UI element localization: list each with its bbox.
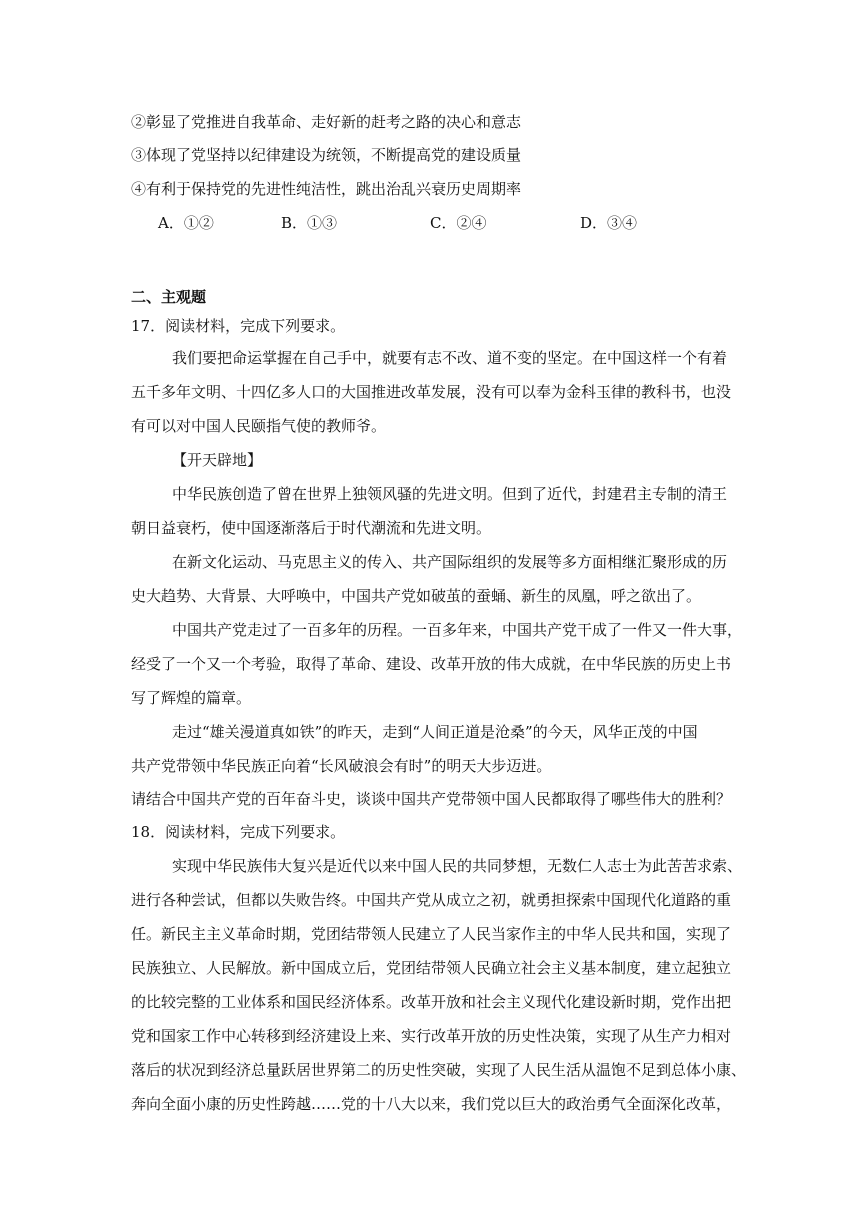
q16-item-2: ②彰显了党推进自我革命、走好新的赶考之路的决心和意志: [131, 113, 522, 131]
q17-p1-line3: 有可以对中国人民颐指气使的教师爷。: [131, 417, 387, 435]
q16-option-b: B．①③: [281, 214, 338, 232]
q17-heading: 【开天辟地】: [172, 451, 263, 469]
q16-item-3: ③体现了党坚持以纪律建设为统领，不断提高党的建设质量: [131, 146, 522, 164]
q17-p5-line1: 走过“雄关漫道真如铁”的昨天，走到“人间正道是沧桑”的今天，风华正茂的中国: [172, 723, 698, 741]
q17-question: 请结合中国共产党的百年奋斗史，谈谈中国共产党带领中国人民都取得了哪些伟大的胜利？: [131, 790, 732, 808]
q17-p1-line2: 五千多年文明、十四亿多人口的大国推进改革发展，没有可以奉为金科玉律的教科书，也没: [131, 383, 732, 401]
section-title: 二、主观题: [131, 288, 207, 306]
q17-p3-line1: 在新文化运动、马克思主义的传入、共产国际组织的发展等多方面相继汇聚形成的历: [172, 553, 728, 571]
q18-stem: 18．阅读材料，完成下列要求。: [131, 823, 346, 841]
q17-stem: 17．阅读材料，完成下列要求。: [131, 317, 346, 335]
q17-p2-line1: 中华民族创造了曾在世界上独领风骚的先进文明。但到了近代，封建君主专制的清王: [172, 485, 728, 503]
q16-option-c: C．②④: [430, 214, 487, 232]
q18-p1-line5: 的比较完整的工业体系和国民经济体系。改革开放和社会主义现代化建设新时期，党作出把: [131, 993, 732, 1011]
q18-p1-line6: 党和国家工作中心转移到经济建设上来、实行改革开放的历史性决策，实现了从生产力相对: [131, 1027, 732, 1045]
q18-p1-line8: 奔向全面小康的历史性跨越……党的十八大以来，我们党以巨大的政治勇气全面深化改革，: [131, 1095, 732, 1113]
q18-p1-line4: 民族独立、人民解放。新中国成立后，党团结带领人民确立社会主义基本制度，建立起独立: [131, 959, 732, 977]
q18-p1-line1: 实现中华民族伟大复兴是近代以来中国人民的共同梦想，无数仁人志士为此苦苦求索、: [172, 857, 743, 875]
q16-option-d: D．③④: [580, 214, 638, 232]
q17-p5-line2: 共产党带领中华民族正向着“长风破浪会有时”的明天大步迈进。: [131, 757, 552, 775]
q17-p1-line1: 我们要把命运掌握在自己手中，就要有志不改、道不变的坚定。在中国这样一个有着: [172, 349, 728, 367]
q17-p2-line2: 朝日益衰朽，使中国逐渐落后于时代潮流和先进文明。: [131, 519, 492, 537]
q17-p4-line3: 写了辉煌的篇章。: [131, 689, 252, 707]
q18-p1-line7: 落后的状况到经济总量跃居世界第二的历史性突破，实现了人民生活从温饱不足到总体小康、: [131, 1061, 747, 1079]
q17-p3-line2: 史大趋势、大背景、大呼唤中，中国共产党如破茧的蚕蛹、新生的凤凰，呼之欲出了。: [131, 587, 702, 605]
q16-option-a: A．①②: [158, 214, 214, 232]
q17-p4-line1: 中国共产党走过了一百多年的历程。一百多年来，中国共产党干成了一件又一件大事，: [172, 621, 743, 639]
q18-p1-line3: 任。新民主主义革命时期，党团结带领人民建立了人民当家作主的中华人民共和国，实现了: [131, 925, 732, 943]
q17-p4-line2: 经受了一个又一个考验，取得了革命、建设、改革开放的伟大成就，在中华民族的历史上书: [131, 655, 732, 673]
q18-p1-line2: 进行各种尝试，但都以失败告终。中国共产党从成立之初，就勇担探索中国现代化道路的重: [131, 891, 732, 909]
q16-item-4: ④有利于保持党的先进性纯洁性，跳出治乱兴衰历史周期率: [131, 180, 522, 198]
